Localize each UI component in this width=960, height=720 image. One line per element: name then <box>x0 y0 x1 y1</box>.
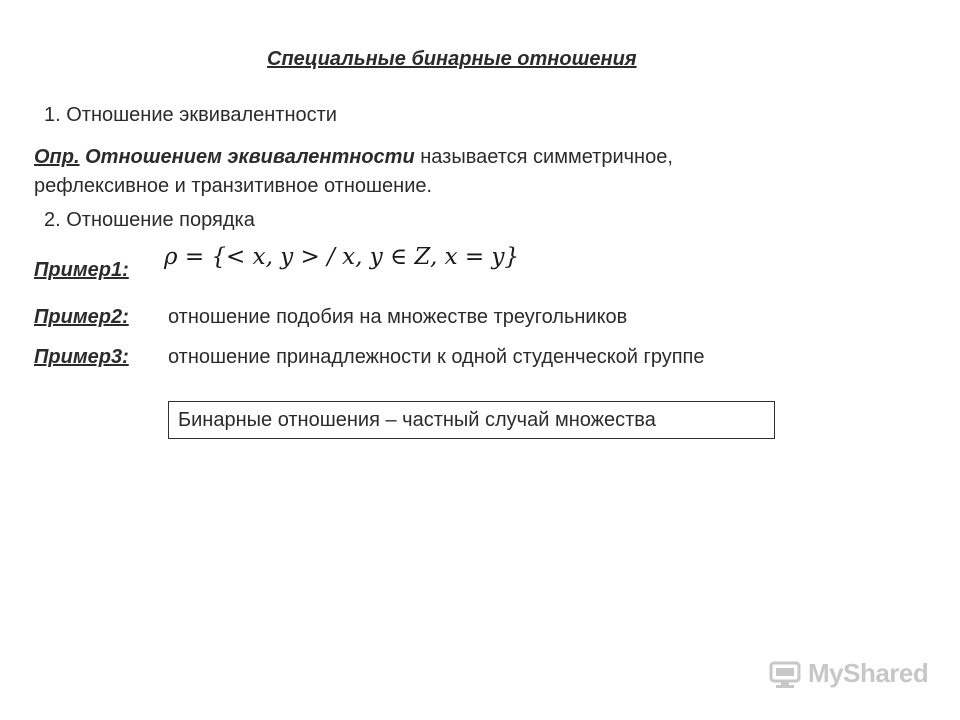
watermark <box>768 656 928 690</box>
section-order-heading: 2. Отношение порядка <box>44 209 255 231</box>
example-1-label: Пример1: <box>34 259 129 281</box>
definition-term: Отношением эквивалентности <box>85 146 415 168</box>
myshared-logo-icon <box>768 656 802 690</box>
example-2-text: отношение подобия на множестве треугольников <box>168 306 628 328</box>
example-3-text: отношение принадлежности к одной студенческой группе <box>168 346 705 368</box>
example-2-label: Пример2: <box>34 306 129 328</box>
definition-line-2: рефлексивное и транзитивное отношение. <box>34 175 433 197</box>
slide-title: Специальные бинарные отношения <box>267 48 637 70</box>
definition-line-1 <box>34 146 673 169</box>
section-equivalence-heading: 1. Отношение эквивалентности <box>44 104 337 126</box>
definition-text-1: называется симметричное, <box>420 146 673 168</box>
example-3-label: Пример3: <box>34 346 129 368</box>
note-text: Бинарные отношения – частный случай множества <box>178 409 656 431</box>
watermark-text: MyShared <box>808 657 929 688</box>
example-1-formula: ρ = {< x, y > / x, y ∈ Z, x = y} <box>164 244 520 270</box>
definition-label: Опр. <box>34 146 80 168</box>
